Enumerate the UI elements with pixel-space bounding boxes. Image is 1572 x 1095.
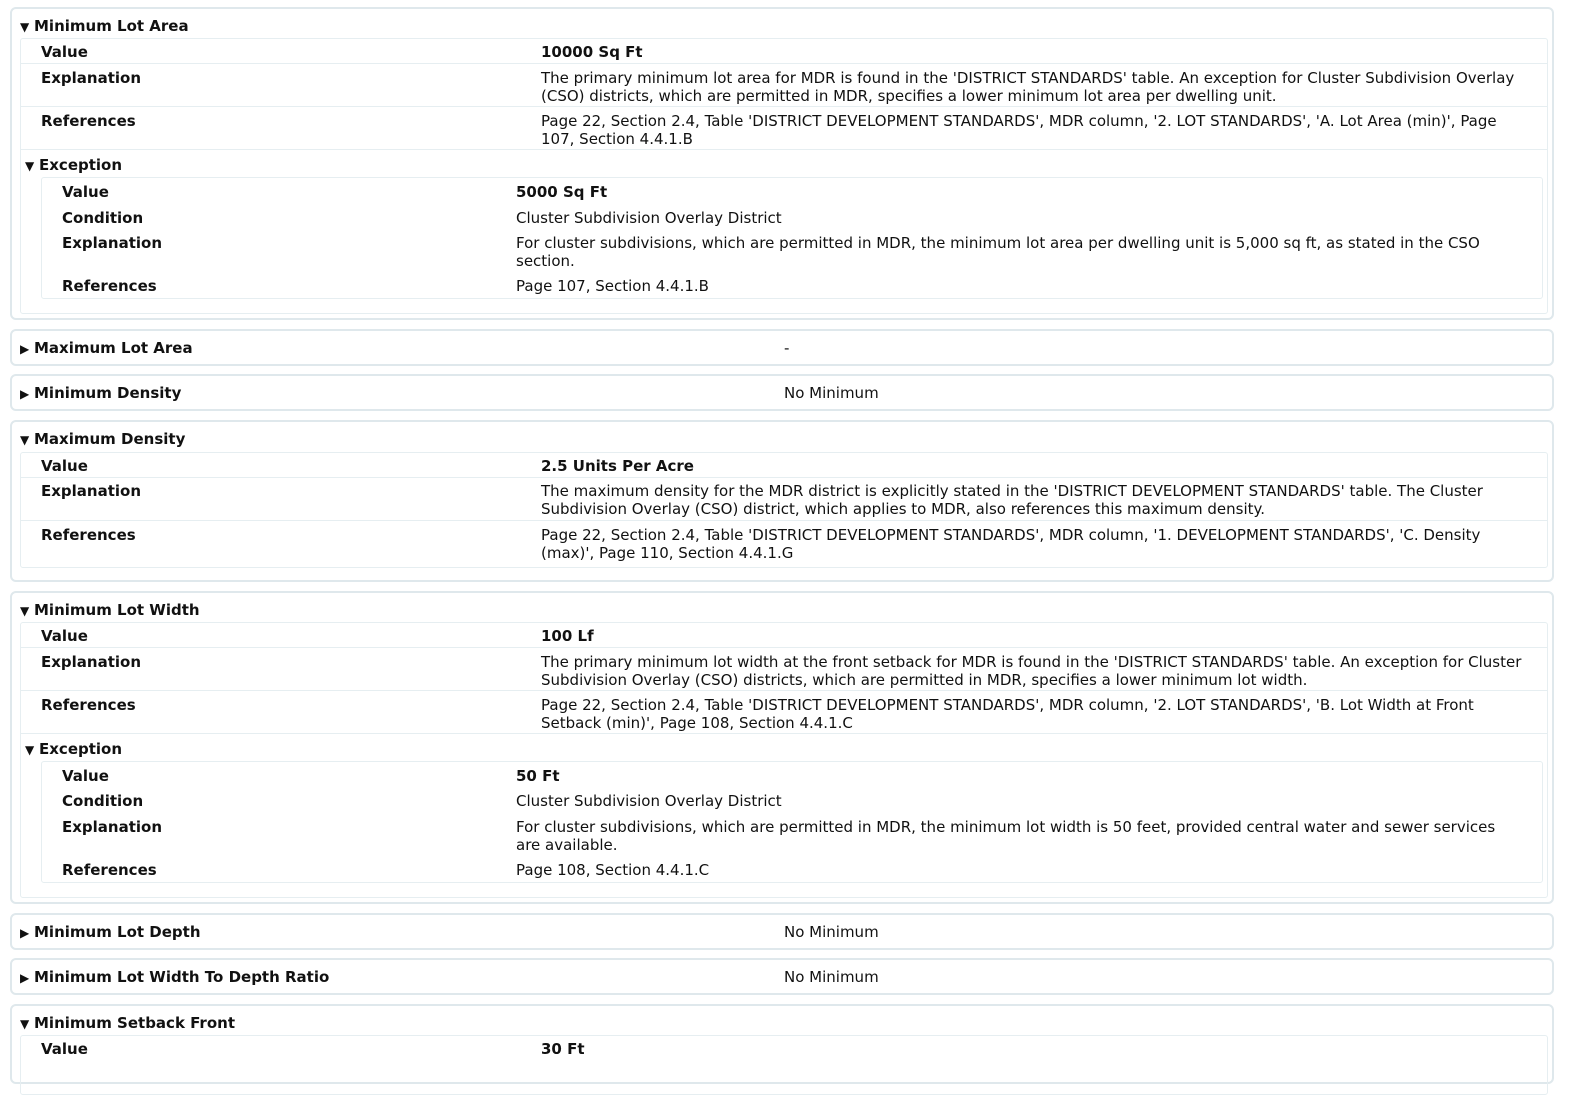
- min-lot-area-toggle[interactable]: [20, 17, 189, 35]
- row-value: 5000 Sq Ft: [516, 183, 608, 201]
- detail-row-explanation: [21, 63, 1547, 107]
- section-title: Minimum Density: [34, 384, 182, 402]
- min-lot-ratio-card[interactable]: [10, 958, 1554, 995]
- details-box: [20, 38, 1548, 314]
- section-summary: No Minimum: [784, 923, 879, 941]
- section-title: Maximum Density: [34, 430, 186, 448]
- exception-title: Exception: [39, 156, 123, 174]
- caret-down-icon: ▼: [20, 1017, 30, 1031]
- caret-right-icon: ▶: [20, 971, 30, 985]
- detail-row-references: [21, 690, 1547, 734]
- section-summary: No Minimum: [784, 384, 879, 402]
- max-density-toggle[interactable]: [20, 430, 185, 448]
- exception-box: [41, 761, 1543, 883]
- detail-row-references: [21, 520, 1547, 563]
- caret-down-icon: ▼: [25, 159, 35, 173]
- section-title: Minimum Lot Depth: [34, 923, 201, 941]
- row-value: Cluster Subdivision Overlay District: [516, 209, 782, 227]
- row-value: Page 22, Section 2.4, Table 'DISTRICT DEVELOPMENT STANDARDS', MDR column, '1. DEVELOPMENT STANDARDS', 'C. Density (max)', Page 110, Section 4.4.1.G: [541, 526, 1481, 562]
- details-box: [20, 1035, 1548, 1095]
- detail-row-explanation: [21, 647, 1547, 691]
- details-box: [20, 622, 1548, 898]
- section-title: Minimum Lot Width To Depth Ratio: [34, 968, 330, 986]
- min-lot-width-toggle[interactable]: [20, 601, 200, 619]
- row-label: Explanation: [41, 69, 142, 87]
- section-title: Maximum Lot Area: [34, 339, 193, 357]
- row-value: For cluster subdivisions, which are permitted in MDR, the minimum lot width is 50 feet, provided central water and sewer services are available.: [516, 818, 1496, 854]
- row-value: The primary minimum lot area for MDR is found in the 'DISTRICT STANDARDS' table. An exception for Cluster Subdivision Overlay (CSO) districts, which are permitted in MDR, specifies a lower minimum lot area per dwelling unit.: [541, 69, 1515, 105]
- row-label: References: [62, 277, 157, 295]
- detail-row-value: [21, 1036, 1547, 1060]
- detail-row-value: [21, 453, 1547, 478]
- row-label: References: [41, 112, 136, 130]
- exception-toggle[interactable]: [25, 740, 122, 758]
- min-lot-depth-card[interactable]: [10, 913, 1554, 950]
- caret-down-icon: ▼: [25, 743, 35, 757]
- min-lot-depth-toggle[interactable]: [20, 923, 201, 941]
- row-label: Value: [41, 43, 88, 61]
- row-label: References: [41, 526, 136, 544]
- row-value: Page 108, Section 4.4.1.C: [516, 861, 710, 879]
- row-value: The maximum density for the MDR district is explicitly stated in the 'DISTRICT DEVELOPMENT STANDARDS' table. The Cluster Subdivision Overlay (CSO) district, which applies to MDR, also references this maximum density.: [541, 482, 1483, 518]
- row-value: Page 22, Section 2.4, Table 'DISTRICT DEVELOPMENT STANDARDS', MDR column, '2. LOT STANDARDS', 'B. Lot Width at Front Setback (min)', Page 108, Section 4.4.1.C: [541, 696, 1474, 732]
- min-density-card[interactable]: [10, 374, 1554, 411]
- row-value: For cluster subdivisions, which are permitted in MDR, the minimum lot area per dwelling unit is 5,000 sq ft, as stated in the CSO section.: [516, 234, 1480, 270]
- section-title: Minimum Lot Area: [34, 17, 189, 35]
- caret-down-icon: ▼: [20, 604, 30, 618]
- row-label: Condition: [62, 792, 144, 810]
- min-lot-width-card: [10, 591, 1554, 904]
- exception-toggle[interactable]: [25, 156, 122, 174]
- row-value: Cluster Subdivision Overlay District: [516, 792, 782, 810]
- section-title: Minimum Setback Front: [34, 1014, 235, 1032]
- caret-down-icon: ▼: [20, 20, 30, 34]
- row-label: Value: [62, 767, 109, 785]
- row-label: References: [62, 861, 157, 879]
- row-label: Explanation: [41, 482, 142, 500]
- max-lot-area-card[interactable]: [10, 329, 1554, 366]
- row-label: Explanation: [62, 818, 163, 836]
- section-summary: -: [784, 339, 790, 357]
- max-lot-area-toggle[interactable]: [20, 339, 193, 357]
- row-label: Value: [62, 183, 109, 201]
- row-value: 50 Ft: [516, 767, 560, 785]
- detail-row-explanation: [21, 477, 1547, 521]
- row-label: Value: [41, 627, 88, 645]
- row-value: The primary minimum lot width at the front setback for MDR is found in the 'DISTRICT STANDARDS' table. An exception for Cluster Subdivision Overlay (CSO) districts, which are permitted in MDR, specifies a lower minimum lot width.: [541, 653, 1522, 689]
- caret-right-icon: ▶: [20, 926, 30, 940]
- section-summary: No Minimum: [784, 968, 879, 986]
- row-value: 30 Ft: [541, 1040, 585, 1058]
- section-title: Minimum Lot Width: [34, 601, 200, 619]
- caret-right-icon: ▶: [20, 342, 30, 356]
- exception-box: [41, 177, 1543, 299]
- row-value: 100 Lf: [541, 627, 594, 645]
- exception-title: Exception: [39, 740, 123, 758]
- row-value: Page 22, Section 2.4, Table 'DISTRICT DEVELOPMENT STANDARDS', MDR column, '2. LOT STANDARDS', 'A. Lot Area (min)', Page 107, Section 4.4.1.B: [541, 112, 1497, 148]
- min-setback-front-toggle[interactable]: [20, 1014, 235, 1032]
- max-density-card: [10, 420, 1554, 582]
- row-label: Condition: [62, 209, 144, 227]
- detail-row-value: [21, 623, 1547, 648]
- min-lot-area-card: [10, 7, 1554, 320]
- row-value: 2.5 Units Per Acre: [541, 457, 694, 475]
- row-label: Explanation: [41, 653, 142, 671]
- row-value: Page 107, Section 4.4.1.B: [516, 277, 709, 295]
- detail-row-references: [21, 106, 1547, 150]
- row-label: Value: [41, 457, 88, 475]
- min-setback-front-card: [10, 1004, 1554, 1084]
- row-label: References: [41, 696, 136, 714]
- detail-row-value: [21, 39, 1547, 64]
- min-lot-ratio-toggle[interactable]: [20, 968, 329, 986]
- details-box: [20, 452, 1548, 568]
- caret-down-icon: ▼: [20, 433, 30, 447]
- row-label: Value: [41, 1040, 88, 1058]
- row-label: Explanation: [62, 234, 163, 252]
- caret-right-icon: ▶: [20, 387, 30, 401]
- row-value: 10000 Sq Ft: [541, 43, 643, 61]
- min-density-toggle[interactable]: [20, 384, 181, 402]
